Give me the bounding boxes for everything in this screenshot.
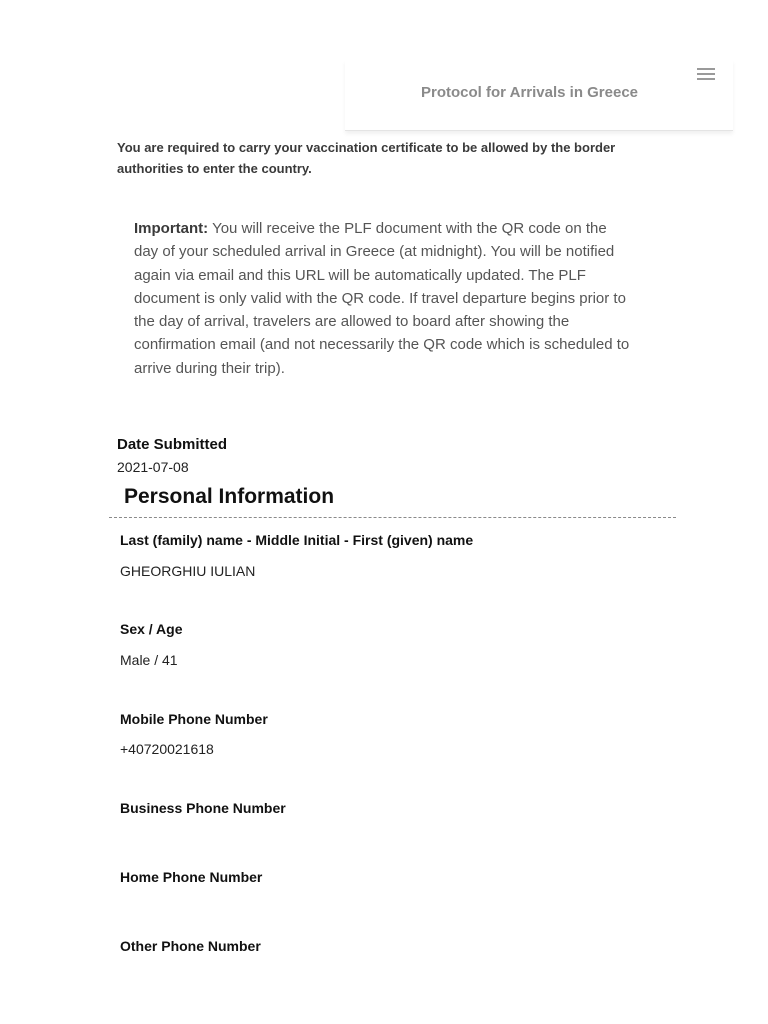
app-header [345,60,733,131]
date-submitted-label: Date Submitted [117,436,228,453]
other-phone-label: Other Phone Number [120,938,261,954]
hamburger-menu-icon[interactable] [697,68,715,82]
date-submitted-value: 2021-07-08 [117,459,189,475]
mobile-phone-value: +40720021618 [120,741,214,757]
mobile-phone-label: Mobile Phone Number [120,711,268,727]
vaccination-notice: You are required to carry your vaccination certificate to be allowed by the border authorities to enter the country. [117,140,616,176]
important-text: You will receive the PLF document with the QR code on the day of your scheduled arrival in Greece (at midnight). You will be notified again via email and this URL will be automatically updated. The PLF document is only valid with the QR code. If travel departure begins prior to the day of arrival, travelers are allowed to board after showing the confirmation email (and not necessarily the QR code which is scheduled to arrive during their trip). [134,220,630,377]
name-label: Last (family) name - Middle Initial - First (given) name [120,532,474,548]
name-value: GHEORGHIU IULIAN [120,563,256,579]
page-title: Protocol for Arrivals in Greece [421,84,639,101]
important-notice [134,217,634,380]
business-phone-label: Business Phone Number [120,800,286,816]
important-label: Important: [134,220,209,237]
personal-information-heading: Personal Information [124,485,335,508]
section-divider [109,517,676,518]
sex-age-value: Male / 41 [120,652,178,668]
home-phone-label: Home Phone Number [120,869,263,885]
sex-age-label: Sex / Age [120,621,183,637]
